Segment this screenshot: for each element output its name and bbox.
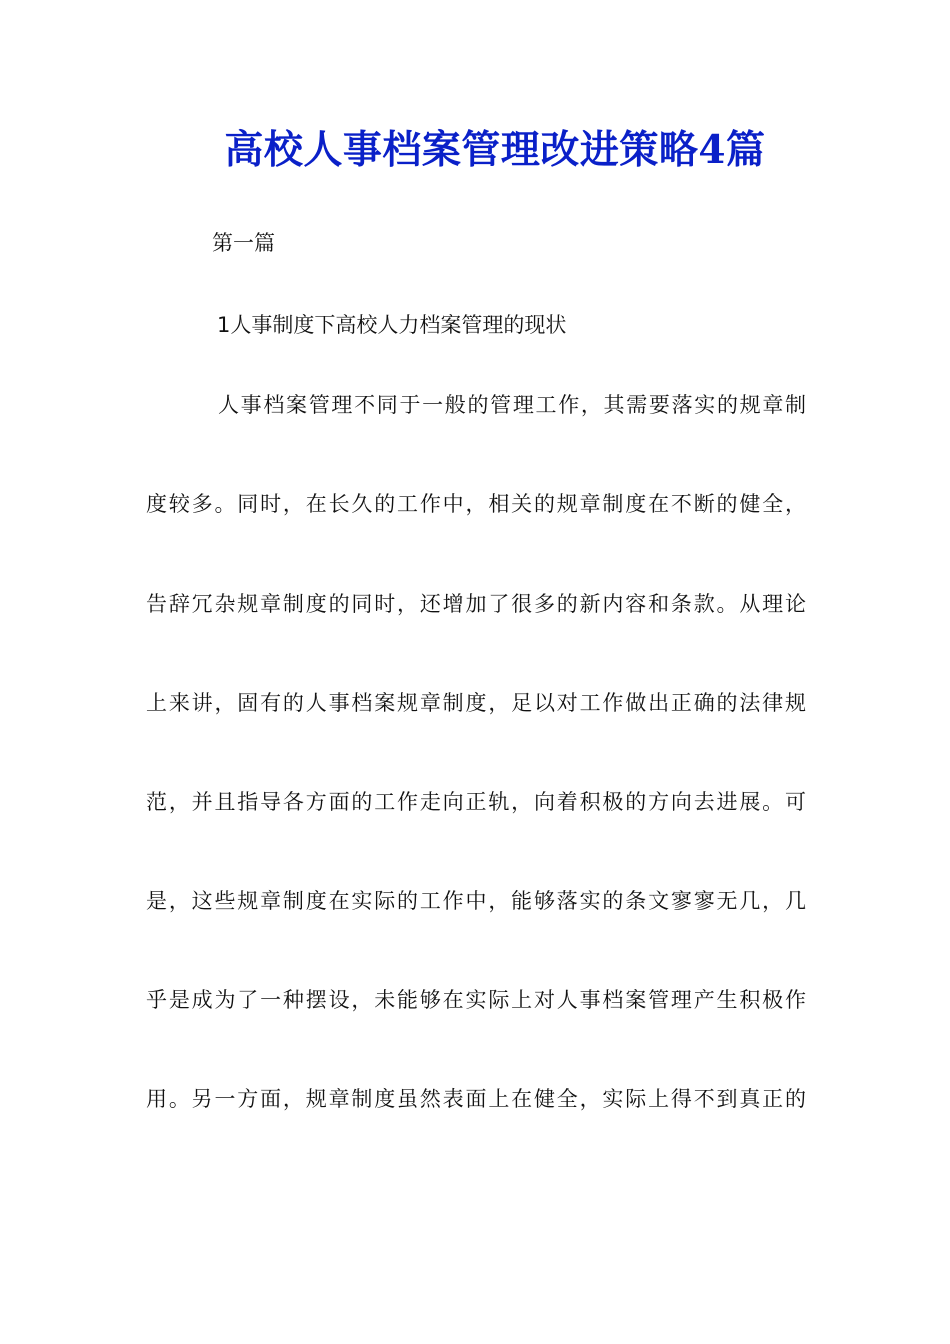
document-title: 高校人事档案管理改进策略4篇: [224, 127, 766, 173]
paragraph-line: 范，并且指导各方面的工作走向正轨，向着积极的方向去进展。可: [146, 790, 806, 814]
paragraph-line: 乎是成为了一种摆设，未能够在实际上对人事档案管理产生积极作: [146, 988, 806, 1012]
section-label: 第一篇: [212, 231, 275, 255]
paragraph-line: 上来讲，固有的人事档案规章制度，足以对工作做出正确的法律规: [146, 691, 806, 715]
paragraph-line: 用。另一方面，规章制度虽然表面上在健全，实际上得不到真正的: [146, 1087, 806, 1111]
paragraph-line: 人事档案管理不同于一般的管理工作，其需要落实的规章制: [218, 393, 806, 417]
paragraph-line: 告辞冗杂规章制度的同时，还增加了很多的新内容和条款。从理论: [146, 592, 806, 616]
paragraph-line: 度较多。同时，在长久的工作中，相关的规章制度在不断的健全，: [146, 492, 806, 516]
paragraph-line: 是，这些规章制度在实际的工作中，能够落实的条文寥寥无几，几: [146, 889, 806, 913]
section-subheading: 1人事制度下高校人力档案管理的现状: [217, 313, 567, 337]
